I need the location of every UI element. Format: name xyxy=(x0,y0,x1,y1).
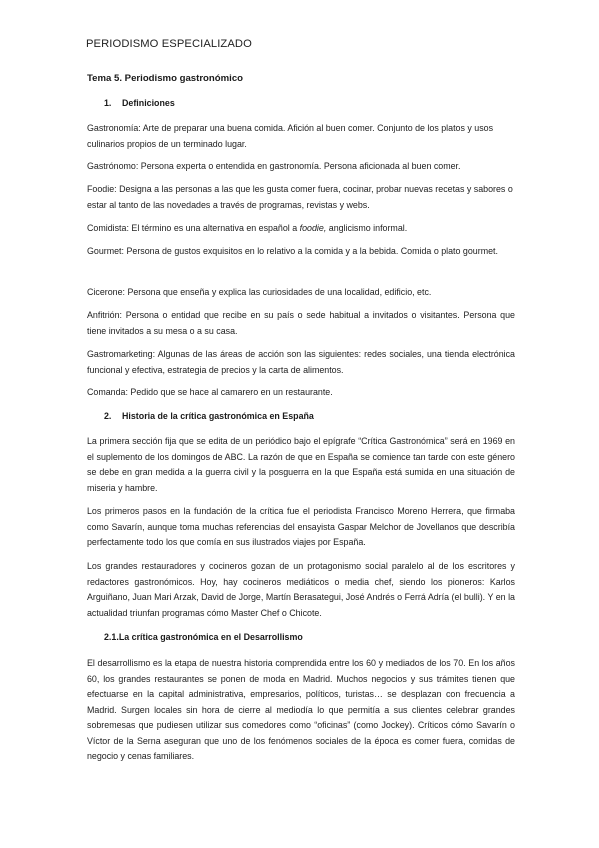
definition-term: Cicerone: xyxy=(87,287,125,297)
history-paragraph-2: Los primeros pasos en la fundación de la crítica fue el periodista Francisco Moreno Herrera, que firmaba como Savarín, aunque toma muchas referencias del ensayista Gaspar Melchor de Jovellanos que describía perfectamente todo los que comía en sus ilustrados viajes por España. xyxy=(87,506,515,547)
section-title: Historia de la crítica gastronómica en España xyxy=(122,411,314,421)
subsection-heading-desarrollismo xyxy=(104,632,303,642)
definition-term: Anfitrión: xyxy=(87,310,123,320)
definition-anfitrion xyxy=(87,308,515,339)
running-header: PERIODISMO ESPECIALIZADO xyxy=(86,38,252,50)
definition-term: Foodie: xyxy=(87,184,117,194)
section-heading-definiciones xyxy=(104,98,175,108)
definition-term: Gourmet: xyxy=(87,246,124,256)
definition-text: Persona que enseña y explica las curiosidades de una localidad, edificio, etc. xyxy=(124,287,432,297)
definition-text: El término es una alternativa en español a xyxy=(128,223,300,233)
definition-term: Comanda: xyxy=(87,387,128,397)
section-number: 2.1. xyxy=(104,632,119,642)
desarrollismo-paragraph: El desarrollismo es la etapa de nuestra historia comprendida entre los 60 y mediados de los 70. En los años 60, los grandes restaurantes se ponen de moda en Madrid. Muchos negocios y sus trámites tienen que efectuarse en la capital administrativa, empresarios, políticos, turistas… se desplazan con frecuencia a Madrid. Surgen locales sin hora de cierre al mediodía lo que permitía a sus clientes celebrar grandes sobremesas que pudiesen utilizar sus comedores como “oficinas” (como Jockey). Críticos cómo Savarín o Víctor de la Serna aseguran que uno de los fenómenos sociales de la época es comer fuera, comidas de negocio y cenas familiares. xyxy=(87,658,515,761)
history-paragraph-1: La primera sección fija que se edita de un periódico bajo el epígrafe “Crítica Gastronómica” será en 1969 en el suplemento de los domingos de ABC. La razón de que en España se comience tan tarde con este género se debe en gran medida a la guerra civil y la posguerra en la que España está sumida en una situación de miseria y hambre. xyxy=(87,436,515,493)
history-paragraph-3: Los grandes restauradores y cocineros gozan de un protagonismo social paralelo al de los escritores y redactores gastronómicos. Hoy, hay cocineros mediáticos o media chef, siendo los pioneros: Karlos Arguiñano, Juan Mari Arzak, David de Jorge, Martín Berasategui, José Andrés o Ferrá Adría (el bulli). Y en la actualidad triunfan programas cómo Master Chef o Chicote. xyxy=(87,561,515,618)
definition-text: Persona o entidad que recibe en su país o sede habitual a invitados o visitantes. Persona que tiene invitados a su mesa o a su casa. xyxy=(87,310,515,336)
definition-italic-term: foodie, xyxy=(299,223,327,233)
definition-gastronomo xyxy=(87,159,515,175)
definition-gastronomia xyxy=(87,121,515,152)
section-number: 1. xyxy=(104,98,112,108)
definition-text: Persona de gustos exquisitos en lo relativo a la comida y a la bebida. Comida o plato gourmet. xyxy=(124,246,498,256)
definition-text: Algunas de las áreas de acción son las siguientes: redes sociales, una tienda electrónica funcional y efectiva, estrategia de precios y la carta de alimentos. xyxy=(87,349,515,375)
section-number: 2. xyxy=(104,411,112,421)
definition-text: Designa a las personas a las que les gusta comer fuera, cocinar, probar nuevas recetas y sabores o estar al tanto de las novedades a través de programas, revistas y webs. xyxy=(87,184,513,210)
definition-term: Gastrónomo: xyxy=(87,161,139,171)
definition-foodie xyxy=(87,182,515,213)
definition-gastromarketing xyxy=(87,347,515,378)
definition-term: Gastromarketing: xyxy=(87,349,156,359)
definition-text: Pedido que se hace al camarero en un restaurante. xyxy=(127,387,333,397)
section-heading-historia xyxy=(104,411,314,421)
page-title: Tema 5. Periodismo gastronómico xyxy=(87,73,244,84)
definition-term: Gastronomía: xyxy=(87,123,141,133)
section-title: Definiciones xyxy=(122,98,175,108)
definition-text-after: anglicismo informal. xyxy=(326,223,408,233)
definition-text: Persona experta o entendida en gastronomía. Persona aficionada al buen comer. xyxy=(138,161,461,171)
definition-gourmet xyxy=(87,244,515,260)
definition-text: Arte de preparar una buena comida. Afición al buen comer. Conjunto de los platos y usos culinarios propios de un terminado lugar. xyxy=(87,123,494,149)
definition-term: Comidista: xyxy=(87,223,129,233)
definition-comanda xyxy=(87,385,515,401)
definition-cicerone xyxy=(87,285,515,301)
definition-comidista xyxy=(87,221,515,237)
section-title: La crítica gastronómica en el Desarrollismo xyxy=(118,632,303,642)
